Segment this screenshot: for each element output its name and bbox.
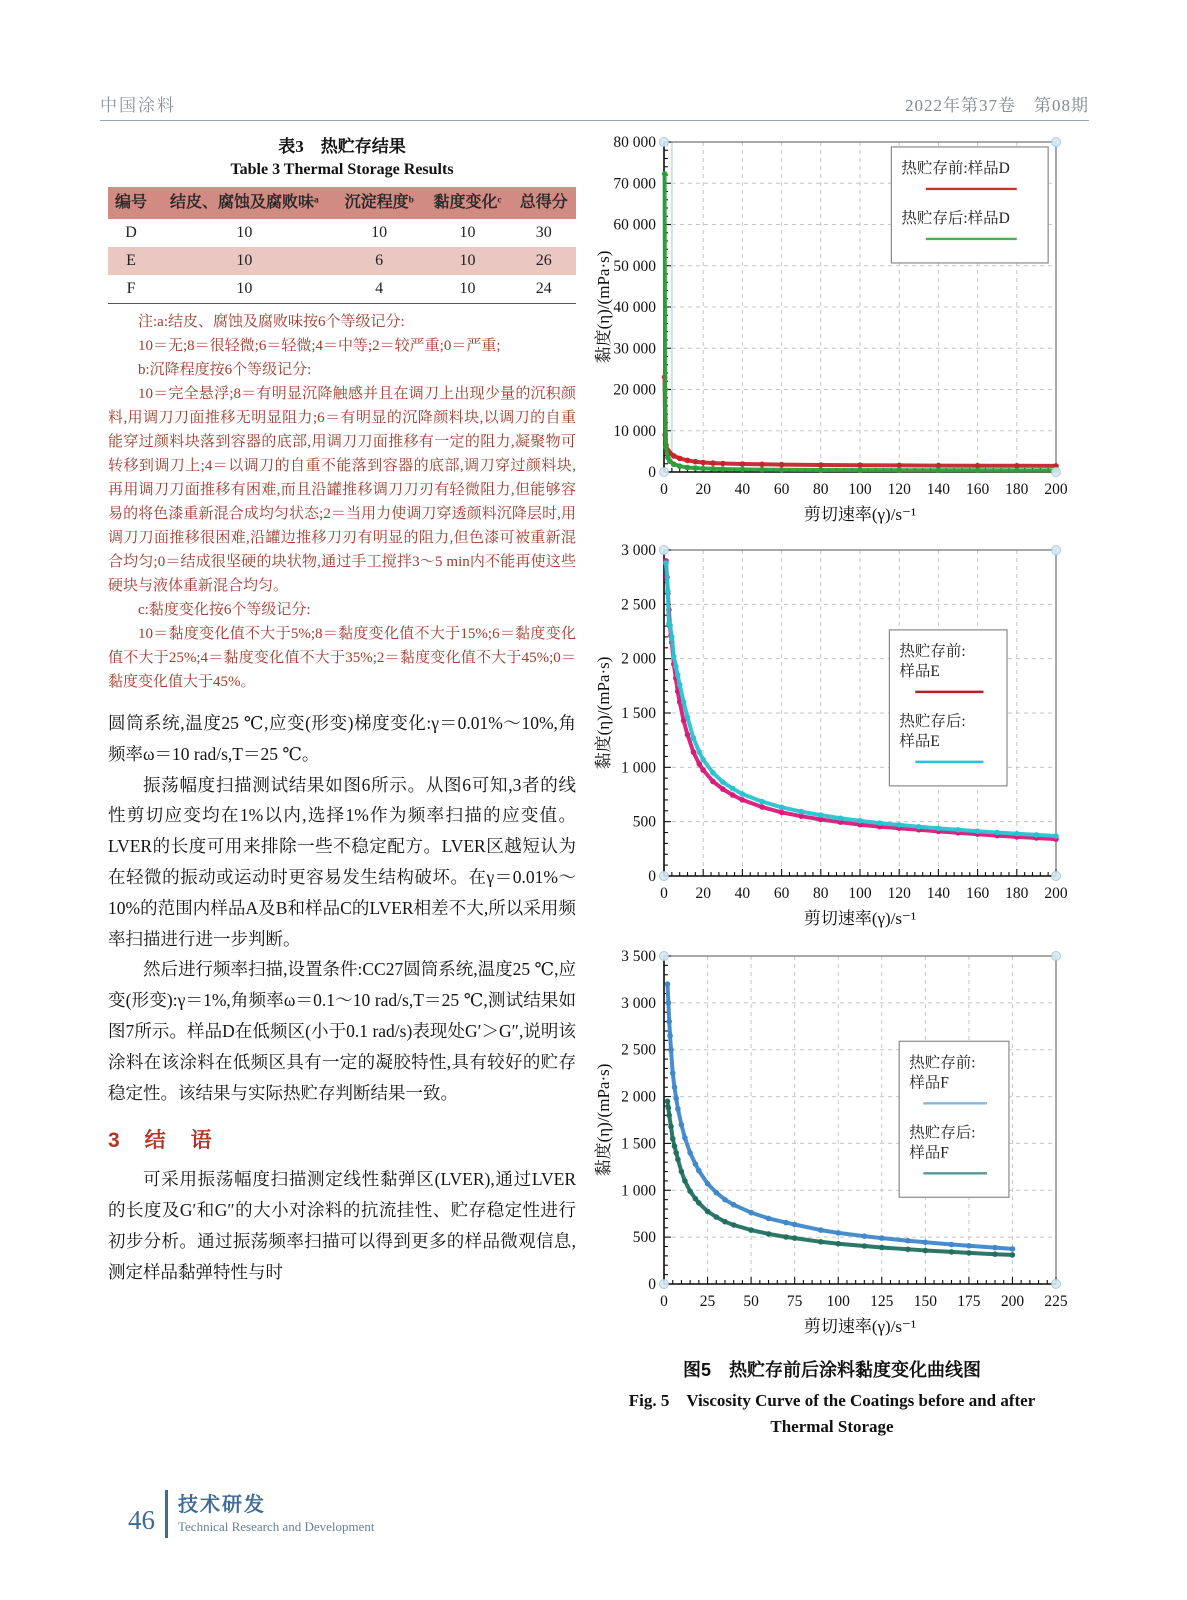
svg-text:3 000: 3 000 [621,542,656,559]
figure-caption-en: Fig. 5 Viscosity Curve of the Coatings before and after Thermal Storage [628,1391,1036,1436]
svg-text:热贮存前:: 热贮存前: [899,642,966,660]
svg-text:样品E: 样品E [899,662,940,680]
table-title-zh: 表3 热贮存结果 [278,137,406,156]
body-paragraph: 振荡幅度扫描测试结果如图6所示。从图6可知,3者的线性剪切应变均在1%以内,选择1%作为频率扫描的应变值。LVER的长度可用来排除一些不稳定配方。LVER区越短认为在轻微的振动或运动时更容易发生结构破坏。在γ＝0.01%～10%的范围内样品A及B和样品C的LVER相差不大,所以采用频率扫描进行进一步判断。 [108,774,576,949]
footer-divider [165,1490,168,1538]
svg-text:2 000: 2 000 [621,1088,656,1106]
svg-text:0: 0 [660,1293,668,1310]
svg-text:60: 60 [773,885,790,902]
figure-caption-zh: 图5 热贮存前后涂料黏度变化曲线图 [682,1360,981,1380]
svg-text:40: 40 [734,481,751,498]
svg-text:1 000: 1 000 [621,1182,656,1200]
footnote-paragraph: 10＝黏度变化值不大于5%;8＝黏度变化值不大于15%;6＝黏度变化值不大于25%;4＝黏度变化值不大于35%;2＝黏度变化值不大于45%;0＝黏度变化值大于45%。 [108,626,576,690]
svg-text:0: 0 [660,481,668,498]
viscosity-chart-sample-F [592,942,1070,1342]
svg-text:100: 100 [848,885,872,902]
svg-text:40: 40 [734,885,751,902]
svg-text:200: 200 [1044,481,1068,498]
footer-section-en: Technical Research and Development [178,1519,375,1534]
body-text [108,708,576,1108]
table-footnotes [108,310,576,694]
page-header [100,82,1089,121]
svg-text:0: 0 [648,868,656,885]
table-column-header: 黏度变化ᶜ [424,187,512,219]
footnote-paragraph: 10＝无;8＝很轻微;6＝轻微;4＝中等;2＝较严重;0＝严重; [138,338,501,354]
svg-text:200: 200 [1000,1293,1025,1310]
viscosity-chart-sample-E [592,536,1070,934]
svg-text:175: 175 [957,1293,981,1310]
svg-text:2 500: 2 500 [621,1041,656,1059]
svg-text:70 000: 70 000 [613,175,656,193]
right-column [592,128,1072,1439]
left-column [108,132,576,1288]
svg-text:剪切速率(γ)/s⁻¹: 剪切速率(γ)/s⁻¹ [803,1317,917,1336]
svg-text:150: 150 [913,1293,937,1310]
svg-text:30 000: 30 000 [613,340,656,358]
svg-text:180: 180 [1005,885,1029,902]
svg-text:黏度(η)/(mPa·s): 黏度(η)/(mPa·s) [594,1063,613,1177]
svg-text:样品F: 样品F [909,1074,949,1092]
svg-text:黏度(η)/(mPa·s): 黏度(η)/(mPa·s) [594,250,613,364]
conclusion-paragraph: 可采用振荡幅度扫描测定线性黏弹区(LVER),通过LVER的长度及G′和G″的大小对涂料的抗流挂性、贮存稳定性进行初步分析。通过振荡频率扫描可以得到更多的样品微观信息,测定样品黏弹特性与时 [108,1169,576,1282]
svg-text:80 000: 80 000 [613,134,656,151]
svg-text:黏度(η)/(mPa·s): 黏度(η)/(mPa·s) [594,656,613,770]
body-paragraph: 圆筒系统,温度25 ℃,应变(形变)梯度变化:γ＝0.01%～10%,角频率ω＝10 rad/s,T＝25 ℃。 [108,713,576,764]
svg-text:160: 160 [965,481,990,498]
svg-text:500: 500 [632,813,656,831]
svg-text:225: 225 [1044,1293,1068,1310]
svg-text:140: 140 [926,885,951,902]
thermal-storage-results-table [108,187,576,304]
svg-text:125: 125 [870,1293,894,1310]
svg-text:60 000: 60 000 [613,216,656,234]
footnote-paragraph: 10＝完全悬浮;8＝有明显沉降触感并且在调刀上出现少量的沉积颜料,用调刀刀面推移无明显阻力;6＝有明显的沉降颜料块,以调刀的自重能穿过颜料块落到容器的底部,用调刀刀面推移有一定的阻力,凝聚物可转移到调刀上;4＝以调刀的自重不能落到容器的底部,调刀穿过颜料块,再用调刀刀面推移有困难,而且沿罐推移调刀刀刃有轻微阻力,但能够容易的将色漆重新混合成均匀状态;2＝当用力使调刀穿透颜料沉降层时,用调刀刀面推移很困难,沿罐边推移刀刃有明显的阻力,但色漆可被重新混合均匀;0＝结成很坚硬的块状物,通过手工搅拌3～5 min内不能再使这些硬块与液体重新混合均匀。 [108,386,576,594]
svg-text:120: 120 [887,481,911,498]
section-heading: 3 结 语 [108,1129,214,1153]
footer-section-zh: 技术研发 [178,1494,266,1516]
svg-text:25: 25 [699,1293,716,1310]
svg-text:样品E: 样品E [899,732,940,750]
svg-text:2 500: 2 500 [621,596,656,614]
journal-name: 中国涂料 [100,96,176,115]
svg-text:80: 80 [813,885,829,902]
svg-text:20: 20 [695,885,711,902]
footnote-paragraph: 注:a:结皮、腐蚀及腐败味按6个等级记分: [138,314,405,330]
page-number: 46 [128,1504,155,1535]
svg-text:1 500: 1 500 [621,705,656,722]
svg-text:1 500: 1 500 [621,1135,656,1153]
table-header [108,187,576,219]
svg-text:100: 100 [848,481,872,498]
table-column-header: 结皮、腐蚀及腐败味ᵃ [154,187,335,219]
svg-text:样品F: 样品F [909,1144,949,1162]
svg-text:160: 160 [965,885,990,902]
footnote-paragraph: b:沉降程度按6个等级记分: [138,362,312,378]
svg-text:2 000: 2 000 [621,650,656,668]
svg-text:100: 100 [826,1293,850,1310]
svg-text:热贮存后:: 热贮存后: [909,1124,976,1142]
svg-text:20: 20 [695,481,711,498]
svg-text:40 000: 40 000 [613,299,656,316]
footnote-paragraph: c:黏度变化按6个等级记分: [138,602,311,618]
journal-issue: 2022年第37卷 第08期 [905,96,1089,115]
svg-text:10 000: 10 000 [613,422,656,440]
viscosity-chart-sample-D [592,128,1070,530]
svg-text:热贮存前:样品D: 热贮存前:样品D [901,159,1010,177]
figure-caption [592,1356,1072,1439]
svg-text:75: 75 [786,1293,803,1310]
table-row: D 10 10 10 30 [125,224,552,241]
svg-text:0: 0 [660,885,668,902]
table-title-en: Table 3 Thermal Storage Results [230,161,454,178]
svg-text:热贮存后:样品D: 热贮存后:样品D [901,209,1010,227]
table-column-header: 沉淀程度ᵇ [335,187,424,219]
svg-text:3 500: 3 500 [621,948,656,965]
table-row: F 10 4 10 24 [108,275,576,304]
body-paragraph: 然后进行频率扫描,设置条件:CC27圆筒系统,温度25 ℃,应变(形变):γ＝1%,角频率ω＝0.1～10 rad/s,T＝25 ℃,测试结果如图7所示。样品D在低频区(小于0.1 rad/s)表现处G′＞G″,说明该涂料在该涂料在低频区具有一定的凝胶特性,具有较好的贮存稳定性。该结果与实际热贮存判断结果一致。 [108,959,576,1103]
page-footer [128,1490,375,1538]
svg-text:0: 0 [648,464,656,481]
svg-text:140: 140 [926,481,951,498]
svg-text:80: 80 [813,481,829,498]
svg-text:0: 0 [648,1276,656,1293]
table-row: E 10 6 10 26 [108,247,576,275]
svg-text:20 000: 20 000 [613,381,656,399]
svg-text:500: 500 [632,1229,656,1247]
svg-text:50 000: 50 000 [613,257,656,275]
table-column-header: 总得分 [511,187,576,219]
svg-text:200: 200 [1044,885,1068,902]
svg-text:120: 120 [887,885,911,902]
svg-text:热贮存后:: 热贮存后: [899,712,966,730]
svg-text:60: 60 [773,481,790,498]
svg-text:50: 50 [743,1293,759,1310]
svg-text:热贮存前:: 热贮存前: [909,1054,976,1072]
svg-text:剪切速率(γ)/s⁻¹: 剪切速率(γ)/s⁻¹ [803,909,917,928]
svg-text:3 000: 3 000 [621,994,656,1012]
svg-text:1 000: 1 000 [621,759,656,777]
table-column-header: 编号 [108,187,154,219]
svg-text:剪切速率(γ)/s⁻¹: 剪切速率(γ)/s⁻¹ [803,505,917,524]
svg-text:180: 180 [1005,481,1029,498]
